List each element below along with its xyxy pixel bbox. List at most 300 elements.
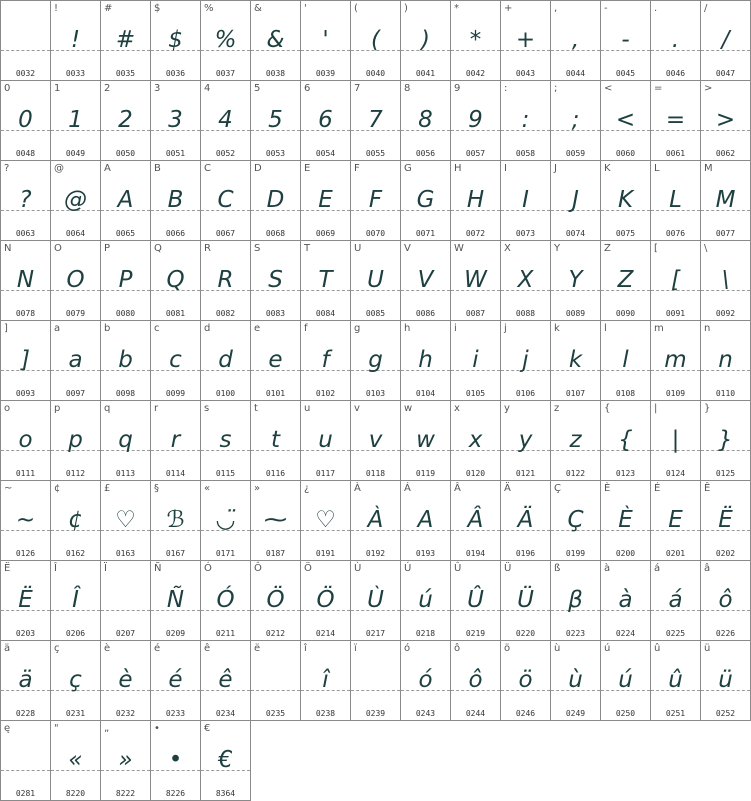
cell-char-label: P (104, 243, 111, 254)
cell-char-label: h (404, 323, 411, 334)
glyph-cell[interactable] (651, 481, 701, 561)
glyph-cell[interactable] (451, 641, 501, 721)
cell-code-label: 0109 (665, 389, 686, 398)
glyph-cell[interactable] (101, 721, 151, 801)
cell-code-label: 0252 (715, 709, 736, 718)
glyph-cell[interactable] (51, 401, 101, 481)
cell-char-label: a (54, 323, 61, 334)
handwritten-glyph: Ç (567, 507, 584, 533)
cell-code-label: 0058 (515, 149, 536, 158)
handwritten-glyph: 6 (318, 107, 333, 133)
glyph-cell[interactable] (301, 0, 351, 81)
cell-code-label: 0033 (65, 69, 86, 78)
glyph-cell[interactable] (251, 401, 301, 481)
glyph-cell[interactable] (0, 81, 51, 161)
cell-code-label: 0081 (165, 309, 186, 318)
cell-code-label: 0048 (15, 149, 36, 158)
cell-char-label: [ (654, 243, 658, 254)
glyph-cell[interactable] (601, 641, 651, 721)
glyph-cell[interactable] (701, 401, 751, 481)
cell-code-label: 0035 (115, 69, 136, 78)
handwritten-glyph: Ä (517, 507, 534, 533)
glyph-cell[interactable] (551, 481, 601, 561)
glyph-cell[interactable] (101, 401, 151, 481)
glyph-cell[interactable] (0, 721, 51, 801)
glyph-cell[interactable] (501, 561, 551, 641)
glyph-cell[interactable] (201, 401, 251, 481)
glyph-cell[interactable] (601, 81, 651, 161)
glyph-cell[interactable] (451, 161, 501, 241)
glyph-cell[interactable] (201, 0, 251, 81)
cell-char-label: T (304, 243, 311, 254)
cell-char-label: / (704, 3, 708, 14)
handwritten-glyph: 4 (218, 107, 233, 133)
glyph-cell[interactable] (151, 0, 201, 81)
cell-char-label: 1 (54, 83, 61, 94)
handwritten-glyph: q (118, 427, 133, 453)
handwritten-glyph: M (715, 187, 736, 213)
glyph-cell[interactable] (701, 641, 751, 721)
glyph-cell[interactable] (51, 561, 101, 641)
cell-char-label: d (204, 323, 211, 334)
glyph-cell[interactable] (601, 0, 651, 81)
glyph-cell[interactable] (251, 641, 301, 721)
handwritten-glyph: β (568, 587, 583, 613)
cell-code-label: 8220 (65, 789, 86, 798)
glyph-cell[interactable] (701, 0, 751, 81)
glyph-cell[interactable] (501, 81, 551, 161)
glyph-cell[interactable] (251, 161, 301, 241)
glyph-cell[interactable] (51, 721, 101, 801)
glyph-cell[interactable] (101, 81, 151, 161)
glyph-cell[interactable] (251, 321, 301, 401)
glyph-cell[interactable] (551, 401, 601, 481)
cell-code-label: 0039 (315, 69, 336, 78)
cell-code-label: 0163 (115, 549, 136, 558)
glyph-cell[interactable] (51, 0, 101, 81)
handwritten-glyph: > (715, 107, 736, 133)
glyph-cell[interactable] (501, 641, 551, 721)
glyph-cell[interactable] (151, 561, 201, 641)
cell-char-label: : (504, 83, 508, 94)
cell-char-label: È (604, 483, 611, 494)
cell-char-label: W (454, 243, 464, 254)
glyph-cell[interactable] (701, 561, 751, 641)
cell-code-label: 0118 (365, 469, 386, 478)
glyph-cell[interactable] (351, 321, 401, 401)
glyph-cell[interactable] (401, 81, 451, 161)
cell-char-label: ~ (4, 483, 13, 494)
handwritten-glyph: ö (518, 667, 533, 693)
cell-code-label: 0211 (215, 629, 236, 638)
glyph-cell[interactable] (201, 641, 251, 721)
cell-char-label: + (504, 3, 513, 14)
glyph-cell[interactable] (251, 561, 301, 641)
cell-char-label: \ (704, 243, 708, 254)
glyph-cell[interactable] (0, 161, 51, 241)
glyph-cell[interactable] (351, 161, 401, 241)
glyph-cell[interactable] (351, 561, 401, 641)
glyph-cell[interactable] (551, 81, 601, 161)
cell-code-label: 0064 (65, 229, 86, 238)
cell-char-label: Ô (254, 563, 262, 574)
glyph-cell[interactable] (201, 721, 251, 801)
handwritten-glyph: [ (671, 267, 680, 293)
glyph-cell[interactable] (51, 81, 101, 161)
glyph-cell[interactable] (551, 241, 601, 321)
cell-char-label: = (654, 83, 663, 94)
cell-char-label: Z (604, 243, 611, 254)
glyph-cell[interactable] (601, 481, 651, 561)
cell-code-label: 0084 (315, 309, 336, 318)
glyph-cell[interactable] (701, 161, 751, 241)
glyph-cell[interactable] (601, 561, 651, 641)
handwritten-glyph: ) (421, 27, 430, 53)
handwritten-glyph: ♡ (315, 507, 336, 533)
glyph-cell[interactable] (201, 81, 251, 161)
handwritten-glyph: ç (69, 667, 82, 693)
cell-code-label: 0038 (265, 69, 286, 78)
cell-code-label: 0078 (15, 309, 36, 318)
handwritten-glyph: z (569, 427, 582, 453)
glyph-cell[interactable] (0, 561, 51, 641)
handwritten-glyph: 7 (368, 107, 383, 133)
handwritten-glyph: V (417, 267, 434, 293)
handwritten-glyph: e (268, 347, 283, 373)
glyph-cell[interactable] (201, 321, 251, 401)
cell-code-label: 0041 (415, 69, 436, 78)
glyph-cell[interactable] (351, 241, 401, 321)
glyph-cell[interactable] (301, 401, 351, 481)
glyph-cell[interactable] (101, 561, 151, 641)
cell-char-label: w (404, 403, 413, 414)
glyph-cell[interactable] (301, 481, 351, 561)
cell-code-label: 0076 (665, 229, 686, 238)
cell-code-label: 0061 (665, 149, 686, 158)
handwritten-glyph: C (217, 187, 234, 213)
glyph-cell[interactable] (201, 561, 251, 641)
glyph-cell[interactable] (451, 401, 501, 481)
cell-code-label: 0085 (365, 309, 386, 318)
handwritten-glyph: X (517, 267, 534, 293)
glyph-cell[interactable] (101, 641, 151, 721)
glyph-cell[interactable] (601, 321, 651, 401)
cell-char-label: K (604, 163, 611, 174)
handwritten-glyph: # (115, 27, 136, 53)
cell-code-label: 0083 (265, 309, 286, 318)
glyph-cell[interactable] (101, 0, 151, 81)
handwritten-glyph: ' (322, 27, 329, 53)
glyph-cell[interactable] (0, 481, 51, 561)
cell-code-label: 0040 (365, 69, 386, 78)
cell-code-label: 0073 (515, 229, 536, 238)
handwritten-glyph: ? (19, 187, 32, 213)
glyph-cell[interactable] (701, 81, 751, 161)
handwritten-glyph: J (572, 187, 579, 213)
handwritten-glyph: û (668, 667, 683, 693)
handwritten-glyph: R (217, 267, 234, 293)
glyph-cell[interactable] (251, 81, 301, 161)
cell-code-label: 0055 (365, 149, 386, 158)
cell-code-label: 0250 (615, 709, 636, 718)
glyph-cell[interactable] (401, 561, 451, 641)
handwritten-glyph: ô (718, 587, 733, 613)
cell-code-label: 0050 (115, 149, 136, 158)
glyph-cell[interactable] (151, 321, 201, 401)
glyph-cell[interactable] (501, 241, 551, 321)
glyph-cell[interactable] (51, 321, 101, 401)
glyph-cell[interactable] (301, 561, 351, 641)
glyph-cell[interactable] (451, 241, 501, 321)
glyph-cell[interactable] (251, 241, 301, 321)
glyph-cell[interactable] (0, 401, 51, 481)
handwritten-glyph: < (615, 107, 636, 133)
handwritten-glyph: T (318, 267, 333, 293)
cell-code-label: 0203 (15, 629, 36, 638)
glyph-cell[interactable] (301, 81, 351, 161)
glyph-cell[interactable] (251, 0, 301, 81)
cell-char-label: ï (354, 643, 357, 654)
glyph-cell[interactable] (601, 161, 651, 241)
cell-code-label: 0162 (65, 549, 86, 558)
cell-code-label: 0087 (465, 309, 486, 318)
cell-char-label: 6 (304, 83, 311, 94)
glyph-cell[interactable] (601, 241, 651, 321)
glyph-cell[interactable] (301, 161, 351, 241)
glyph-cell[interactable] (401, 321, 451, 401)
handwritten-glyph: w (416, 427, 435, 453)
glyph-cell[interactable] (451, 561, 501, 641)
glyph-cell[interactable] (51, 241, 101, 321)
cell-code-label: 0214 (315, 629, 336, 638)
glyph-cell[interactable] (0, 241, 51, 321)
handwritten-glyph: U (367, 267, 384, 293)
cell-code-label: 0281 (15, 789, 36, 798)
glyph-cell[interactable] (501, 481, 551, 561)
glyph-cell[interactable] (51, 481, 101, 561)
cell-char-label: g (354, 323, 361, 334)
cell-code-label: 0077 (715, 229, 736, 238)
glyph-cell[interactable] (201, 161, 251, 241)
cell-code-label: 0101 (265, 389, 286, 398)
glyph-cell[interactable] (501, 321, 551, 401)
glyph-cell[interactable] (651, 641, 701, 721)
cell-char-label: V (404, 243, 411, 254)
glyph-cell[interactable] (401, 481, 451, 561)
cell-code-label: 0046 (665, 69, 686, 78)
glyph-cell[interactable] (151, 161, 201, 241)
glyph-cell[interactable] (51, 161, 101, 241)
glyph-cell[interactable] (551, 561, 601, 641)
glyph-cell[interactable] (351, 401, 401, 481)
handwritten-glyph: Ë (18, 587, 33, 613)
glyph-cell[interactable] (151, 641, 201, 721)
glyph-cell[interactable] (551, 641, 601, 721)
handwritten-glyph: b (118, 347, 133, 373)
glyph-cell[interactable] (301, 641, 351, 721)
handwritten-glyph: è (118, 667, 133, 693)
cell-code-label: 0099 (165, 389, 186, 398)
handwritten-glyph: Z (617, 267, 634, 293)
handwritten-glyph: ó (418, 667, 433, 693)
glyph-cell[interactable] (451, 321, 501, 401)
glyph-cell[interactable] (51, 641, 101, 721)
glyph-cell[interactable] (351, 81, 401, 161)
cell-char-label: Ö (304, 563, 312, 574)
glyph-cell[interactable] (451, 481, 501, 561)
glyph-cell[interactable] (501, 0, 551, 81)
glyph-cell[interactable] (551, 161, 601, 241)
cell-char-label: á (654, 563, 661, 574)
handwritten-glyph: À (367, 507, 384, 533)
glyph-cell[interactable] (151, 481, 201, 561)
cell-char-label: E (304, 163, 311, 174)
cell-char-label: ( (354, 3, 358, 14)
cell-code-label: 0171 (215, 549, 236, 558)
cell-char-label: % (204, 3, 214, 14)
glyph-cell[interactable] (201, 481, 251, 561)
glyph-cell[interactable] (101, 321, 151, 401)
cell-char-label: ú (604, 643, 611, 654)
handwritten-glyph: h (418, 347, 433, 373)
cell-code-label: 0043 (515, 69, 536, 78)
handwritten-glyph: v (368, 427, 383, 453)
handwritten-glyph: O (66, 267, 85, 293)
glyph-cell[interactable] (151, 241, 201, 321)
cell-char-label: G (404, 163, 412, 174)
glyph-cell[interactable] (0, 641, 51, 721)
cell-char-label: " (54, 723, 59, 734)
cell-code-label: 0106 (515, 389, 536, 398)
glyph-cell[interactable] (401, 161, 451, 241)
handwritten-glyph: I (522, 187, 529, 213)
glyph-cell[interactable] (501, 161, 551, 241)
handwritten-glyph: K (617, 187, 634, 213)
glyph-cell[interactable] (651, 81, 701, 161)
cell-char-label: J (554, 163, 557, 174)
glyph-cell[interactable] (101, 481, 151, 561)
cell-code-label: 0207 (115, 629, 136, 638)
cell-code-label: 0092 (715, 309, 736, 318)
handwritten-glyph: F (368, 187, 383, 213)
cell-char-label: î (304, 643, 307, 654)
cell-code-label: 0074 (565, 229, 586, 238)
glyph-cell[interactable] (601, 401, 651, 481)
cell-char-label: r (154, 403, 159, 414)
cell-code-label: 0219 (465, 629, 486, 638)
handwritten-glyph: | (671, 427, 680, 453)
handwritten-glyph: x (468, 427, 483, 453)
cell-code-label: 0114 (165, 469, 186, 478)
cell-char-label: ç (54, 643, 60, 654)
glyph-cell[interactable] (151, 721, 201, 801)
cell-code-label: 0059 (565, 149, 586, 158)
cell-code-label: 0243 (415, 709, 436, 718)
cell-code-label: 0233 (165, 709, 186, 718)
cell-code-label: 0093 (15, 389, 36, 398)
cell-code-label: 0235 (265, 709, 286, 718)
handwritten-glyph: • (168, 747, 183, 773)
glyph-cell[interactable] (151, 81, 201, 161)
cell-code-label: 0068 (265, 229, 286, 238)
cell-char-label: Ù (354, 563, 362, 574)
glyph-cell[interactable] (701, 241, 751, 321)
glyph-cell[interactable] (301, 321, 351, 401)
glyph-cell[interactable] (101, 161, 151, 241)
glyph-cell[interactable] (351, 641, 401, 721)
cell-char-label: { (604, 403, 611, 414)
cell-char-label: 2 (104, 83, 111, 94)
handwritten-glyph: ; (571, 107, 580, 133)
handwritten-glyph: : (521, 107, 530, 133)
glyph-cell[interactable] (551, 321, 601, 401)
cell-char-label: n (704, 323, 711, 334)
glyph-cell[interactable] (651, 161, 701, 241)
cell-char-label: ¢ (54, 483, 61, 494)
glyph-cell[interactable] (351, 0, 401, 81)
glyph-cell[interactable] (651, 241, 701, 321)
glyph-cell[interactable] (301, 241, 351, 321)
cell-code-label: 0042 (465, 69, 486, 78)
glyph-cell[interactable] (151, 401, 201, 481)
glyph-cell[interactable] (651, 0, 701, 81)
cell-char-label: ; (554, 83, 558, 94)
cell-char-label: à (604, 563, 611, 574)
cell-char-label: } (704, 403, 711, 414)
glyph-cell[interactable] (0, 321, 51, 401)
cell-char-label: É (654, 483, 661, 494)
glyph-cell[interactable] (351, 481, 401, 561)
glyph-cell[interactable] (401, 0, 451, 81)
glyph-cell[interactable] (401, 641, 451, 721)
glyph-cell[interactable] (451, 81, 501, 161)
cell-char-label: c (154, 323, 160, 334)
glyph-cell[interactable] (651, 561, 701, 641)
glyph-cell[interactable] (551, 0, 601, 81)
cell-code-label: 0218 (415, 629, 436, 638)
glyph-cell[interactable] (201, 241, 251, 321)
handwritten-glyph: ℬ (166, 507, 185, 533)
handwritten-glyph: 8 (418, 107, 433, 133)
cell-code-label: 0047 (715, 69, 736, 78)
cell-char-label: L (654, 163, 660, 174)
glyph-cell[interactable] (101, 241, 151, 321)
glyph-cell[interactable] (401, 401, 451, 481)
glyph-cell[interactable] (651, 321, 701, 401)
glyph-cell[interactable] (501, 401, 551, 481)
cell-char-label: ę (4, 723, 11, 734)
glyph-cell[interactable] (251, 481, 301, 561)
cell-code-label: 0228 (15, 709, 36, 718)
cell-code-label: 0070 (365, 229, 386, 238)
cell-code-label: 0072 (465, 229, 486, 238)
cell-code-label: 0220 (515, 629, 536, 638)
glyph-cell[interactable] (651, 401, 701, 481)
glyph-cell[interactable] (451, 0, 501, 81)
glyph-cell[interactable] (701, 481, 751, 561)
glyph-cell[interactable] (701, 321, 751, 401)
handwritten-glyph: { (618, 427, 633, 453)
glyph-cell[interactable] (401, 241, 451, 321)
cell-char-label: H (454, 163, 462, 174)
cell-code-label: 0187 (265, 549, 286, 558)
cell-code-label: 0120 (465, 469, 486, 478)
cell-char-label: ö (504, 643, 511, 654)
cell-code-label: 0060 (615, 149, 636, 158)
cell-code-label: 0103 (365, 389, 386, 398)
glyph-cell[interactable] (0, 0, 51, 81)
cell-char-label: F (354, 163, 360, 174)
